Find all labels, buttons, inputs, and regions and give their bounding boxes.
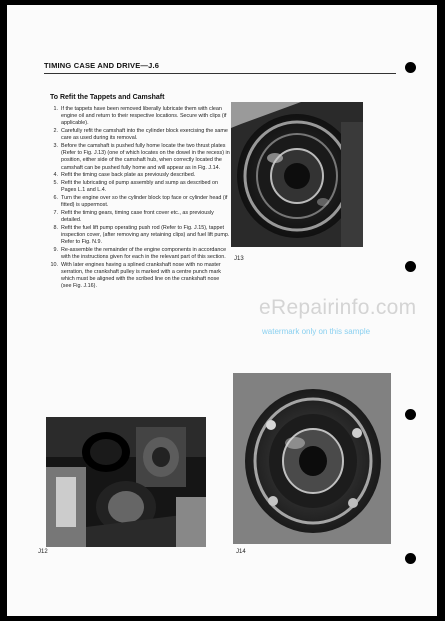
section-title: To Refit the Tappets and Camshaft (50, 94, 165, 101)
figure-j12-caption: J12 (38, 549, 48, 555)
binder-hole-middle (405, 261, 416, 272)
step-number: 7. (53, 209, 58, 216)
step-text: Refit the timing case back plate as previously described. (61, 172, 196, 179)
step-number: 5. (53, 180, 58, 187)
procedure-steps (48, 106, 230, 291)
step-text: Before the camshaft is pushed fully home locate the two thrust plates (Refer to Fig. J.13) (one of which locates on the dowel in the recess) in position, either side of the camshaft hub, when correctly located the camshaft can be pushed fully home and will appear as in Fig. J.14. (61, 143, 230, 171)
camshaft-thrust-plate-image (231, 102, 363, 247)
step-item (48, 143, 230, 172)
figure-j13-caption: J13 (234, 256, 244, 262)
figure-j14-caption: J14 (236, 549, 246, 555)
step-number: 1. (53, 106, 58, 112)
step-text: Carefully refit the camshaft into the cylinder block exercising the same care as used during its removal. (61, 128, 228, 142)
manual-page (7, 5, 437, 616)
step-text: Re-assemble the remainder of the engine components in accordance with the instructions given for each in the relevant part of this section. (61, 246, 227, 261)
step-text: With later engines having a splined crankshaft nose with no master serration, the crankshaft pulley is marked with a centre punch mark which must be aligned with the scribed line on the crankshaft nose (see Fig. J.16). (61, 261, 221, 290)
step-item (48, 195, 230, 209)
step-item (48, 106, 230, 128)
step-number: 8. (53, 224, 58, 231)
watermark-note: watermark only on this sample (262, 327, 371, 336)
header-rule (44, 73, 396, 74)
step-number: 3. (53, 143, 58, 150)
step-item (48, 172, 230, 179)
step-text: Refit the timing gears, timing case front cover etc., as previously detailed. (61, 209, 214, 224)
watermark-text: eRepairinfo.com (259, 296, 417, 319)
step-number: 2. (53, 128, 58, 135)
step-number: 9. (53, 246, 58, 253)
cylinder-block-image (46, 417, 206, 547)
page-header: TIMING CASE AND DRIVE—J.6 (44, 61, 160, 70)
step-text: Refit the fuel lift pump operating push rod (Refer to Fig. J.15), tappet inspection cover, (after removing any retaining clips) and fuel lift pump. Refer to Fig. N.9. (61, 224, 230, 246)
step-item (48, 128, 230, 142)
binder-hole-top (405, 62, 416, 73)
figure-j12-photo (46, 417, 206, 547)
binder-hole-bottom (405, 553, 416, 564)
step-text: Turn the engine over so the cylinder block top face or cylinder head (if fitted) is uppermost. (61, 194, 228, 209)
step-item (48, 262, 230, 291)
step-number: 10. (50, 261, 58, 268)
figure-j13-photo (231, 102, 363, 247)
step-item (48, 210, 230, 224)
camshaft-hub-image (233, 373, 391, 544)
step-text: Refit the lubricating oil pump assembly and sump as described on Pages L.1 and L.4. (61, 180, 219, 194)
step-item (48, 225, 230, 247)
binder-hole-lower (405, 409, 416, 420)
step-text: If the tappets have been removed liberally lubricate them with clean engine oil and return to their respective locations. Secure with clips (if applicable). (61, 106, 227, 127)
step-item (48, 247, 230, 261)
figure-j14-photo (233, 373, 391, 544)
step-item (48, 180, 230, 194)
step-number: 6. (53, 194, 58, 201)
step-number: 4. (53, 172, 58, 179)
